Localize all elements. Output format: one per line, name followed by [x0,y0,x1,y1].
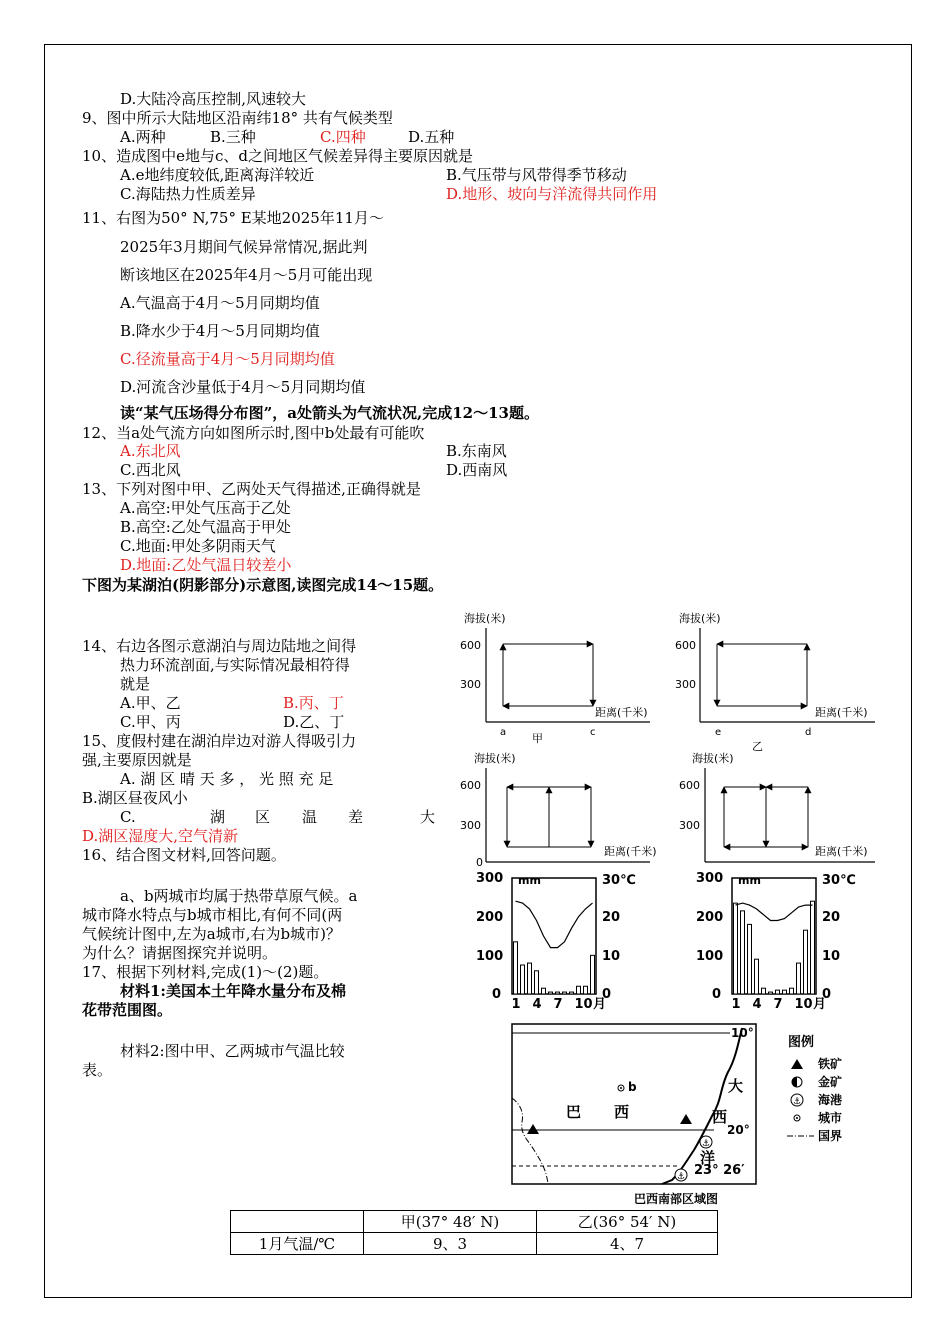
q15-option-c-char: 大 [420,808,436,826]
right-axis-tick: 20 [822,910,841,925]
q16-text-2: 城市降水特点与b城市相比,有何不同(两 [82,906,343,924]
q13-stem: 13、下列对图中甲、乙两处天气得描述,正确得就是 [82,480,421,498]
tick-600: 600 [460,779,481,792]
left-axis-tick: 100 [476,949,504,964]
tick-300: 300 [460,678,481,691]
ocean-label-xi: 西 [712,1108,728,1126]
left-axis-tick: 200 [476,910,504,925]
temp-unit: 30℃ [822,873,856,888]
q16-text-4: 为什么？请据图探究并说明。 [82,944,278,962]
read-14-15: 下图为某湖泊(阴影部分)示意图,读图完成14～15题。 [82,576,444,594]
material-2-line-2: 表。 [82,1061,113,1079]
right-axis-tick: 10 [602,949,621,964]
q10-option-c: C.海陆热力性质差异 [120,185,256,203]
q13-option-c: C.地面:甲处多阴雨天气 [120,537,276,555]
q15-stem-1: 15、度假村建在湖泊岸边对游人得吸引力 [82,732,357,750]
q15-option-b: B.湖区昼夜风小 [82,789,188,807]
tropic-label: 23° 26′ [694,1163,745,1178]
legend-border: 国界 [818,1129,843,1143]
svg-text:⚓: ⚓ [676,1172,686,1182]
left-axis-tick: 200 [696,910,724,925]
city-b-label: b [628,1080,637,1094]
distance-axis-label: 距离(千米) [595,706,648,719]
q11-stem-2: 2025年3月期间气候异常情况,据此判 [120,238,368,256]
right-axis-tick: 20 [602,910,621,925]
q14-option-a: A.甲、乙 [120,694,181,712]
q12-stem: 12、当a处气流方向如图所示时,图中b处最有可能吹 [82,424,425,442]
q15-option-c-char: 区 [255,808,271,826]
q10-option-a: A.e地纬度较低,距离海洋较近 [120,166,315,184]
q14-option-d: D.乙、丁 [283,713,345,731]
q15-option-d: D.湖区湿度大,空气清新 [82,827,239,845]
tick-300: 300 [679,819,700,832]
q12-option-c: C.西北风 [120,461,181,479]
q9-option-d: D.五种 [408,128,455,146]
right-axis-tick: 0 [602,987,612,1002]
altitude-axis-label: 海拔(米) [474,752,516,765]
q16-text-3: 气候统计图中,左为a城市,右为b城市)？ [82,925,341,943]
month-unit: 月 [593,997,607,1012]
q8-option-d: D.大陆冷高压控制,风速较大 [120,90,307,108]
point-d-label: d [805,727,812,738]
tick-0: 0 [476,856,483,869]
q11-option-c: C.径流量高于4月～5月同期均值 [120,350,335,368]
material-2-line-1: 材料2:图中甲、乙两城市气温比较 [120,1042,345,1060]
q11-stem-3: 断该地区在2025年4月～5月可能出现 [120,266,373,284]
q14-option-b: B.丙、丁 [283,694,344,712]
q17-stem: 17、根据下列材料,完成(1)～(2)题。 [82,963,329,981]
diagram-jia-label: 甲 [532,732,543,745]
legend-gold: 金矿 [818,1075,843,1089]
q13-option-b: B.高空:乙处气温高于甲处 [120,518,291,536]
q13-option-a: A.高空:甲处气压高于乙处 [120,499,291,517]
q12-option-a: A.东北风 [120,442,181,460]
altitude-axis-label: 海拔(米) [679,612,721,625]
month-tick: 1 [731,997,741,1012]
q9-option-a: A.两种 [120,128,166,146]
q13-option-d: D.地面:乙处气温日较差小 [120,556,292,574]
q11-stem-1: 11、右图为50° N,75° E某地2025年11月～ [82,209,384,227]
q15-option-a: A. 湖 区 晴 天 多 ， 光 照 充 足 [120,770,334,788]
q16-text-1: a、b两城市均属于热带草原气候。a [120,887,358,905]
distance-axis-label: 距离(千米) [815,845,868,858]
map-frame [512,1024,756,1184]
svg-text:⚓: ⚓ [701,1139,711,1149]
month-tick: 7 [773,997,783,1012]
tick-300: 300 [460,819,481,832]
precip-unit: mm [518,874,541,887]
tick-300: 300 [675,678,696,691]
temperature-comparison-table [230,1210,718,1255]
month-tick: 4 [532,997,542,1012]
left-axis-tick: 0 [712,987,722,1002]
q10-option-d: D.地形、坡向与洋流得共同作用 [446,185,658,203]
q15-option-c-char: 差 [348,808,364,826]
distance-axis-label: 距离(千米) [815,706,868,719]
q11-option-b: B.降水少于4月～5月同期均值 [120,322,320,340]
month-unit: 月 [813,997,827,1012]
altitude-axis-label: 海拔(米) [692,752,734,765]
q11-option-d: D.河流含沙量低于4月～5月同期均值 [120,378,366,396]
tick-600: 600 [460,639,481,652]
right-axis-tick: 10 [822,949,841,964]
diagram-yi-label: 乙 [752,740,763,753]
q9-stem: 9、图中所示大陆地区沿南纬18° 共有气候类型 [82,109,393,127]
month-tick: 10 [574,997,593,1012]
q16-stem: 16、结合图文材料,回答问题。 [82,846,286,864]
tick-600: 600 [679,779,700,792]
q11-option-a: A.气温高于4月～5月同期均值 [120,294,320,312]
left-axis-tick: 100 [696,949,724,964]
q10-stem: 10、造成图中e地与c、d之间地区气候差异得主要原因就是 [82,147,473,165]
distance-axis-label: 距离(千米) [604,845,657,858]
legend-city: 城市 [818,1111,843,1125]
country-label-ba: 巴 [566,1103,582,1121]
q15-stem-2: 强,主要原因就是 [82,751,192,769]
left-axis-tick: 300 [696,871,724,886]
tick-600: 600 [675,639,696,652]
q14-stem-1: 14、右边各图示意湖泊与周边陆地之间得 [82,637,357,655]
month-tick: 4 [752,997,762,1012]
latitude-20-label: 20° [727,1123,750,1137]
point-a-label: a [500,727,507,738]
table-header-row [231,1211,718,1233]
left-axis-tick: 0 [492,987,502,1002]
table-row [231,1233,718,1255]
ocean-label-yang: 洋 [700,1149,716,1167]
material-1-line-1: 材料1:美国本土年降水量分布及棉 [120,982,346,1000]
q14-stem-2: 热力环流剖面,与实际情况最相符得 [120,656,350,674]
month-tick: 7 [553,997,563,1012]
ocean-label-da: 大 [728,1077,744,1095]
table-row-label: 1月气温/℃ [231,1233,364,1255]
right-axis-tick: 0 [822,987,832,1002]
read-12-13: 读“某气压场得分布图”，a处箭头为气流状况,完成12～13题。 [120,404,539,422]
table-header-cell: 甲(37° 48′ N) [364,1211,537,1233]
altitude-axis-label: 海拔(米) [464,612,506,625]
month-tick: 1 [511,997,521,1012]
latitude-10-label: 10° [731,1026,754,1040]
left-axis-tick: 300 [476,871,504,886]
country-label-xi: 西 [614,1103,630,1121]
q9-option-c: C.四种 [320,128,366,146]
svg-text:⚓: ⚓ [792,1097,802,1107]
q12-option-b: B.东南风 [446,442,507,460]
q14-stem-3: 就是 [120,675,151,693]
q15-option-c-label: C. [120,808,136,826]
q14-option-c: C.甲、丙 [120,713,181,731]
month-tick: 10 [794,997,813,1012]
table-cell: 9、3 [364,1233,537,1255]
map-caption: 巴西南部区域图 [634,1192,719,1206]
temp-unit: 30℃ [602,873,636,888]
table-cell: 4、7 [537,1233,718,1255]
q15-option-c-char: 湖 [210,808,226,826]
legend-port: 海港 [818,1093,843,1107]
table-header-cell [231,1211,364,1233]
iron-mine-icon [791,1059,803,1069]
q10-option-b: B.气压带与风带得季节移动 [446,166,627,184]
q12-option-d: D.西南风 [446,461,508,479]
q9-option-b: B.三种 [210,128,256,146]
legend-title: 图例 [788,1035,815,1050]
point-e-label: e [715,727,722,738]
precip-unit: mm [738,874,761,887]
point-c-label: c [590,727,596,738]
table-header-cell: 乙(36° 54′ N) [537,1211,718,1233]
material-1-line-2: 花带范围图。 [82,1001,173,1019]
legend-iron: 铁矿 [818,1057,843,1071]
q15-option-c-char: 温 [302,808,318,826]
